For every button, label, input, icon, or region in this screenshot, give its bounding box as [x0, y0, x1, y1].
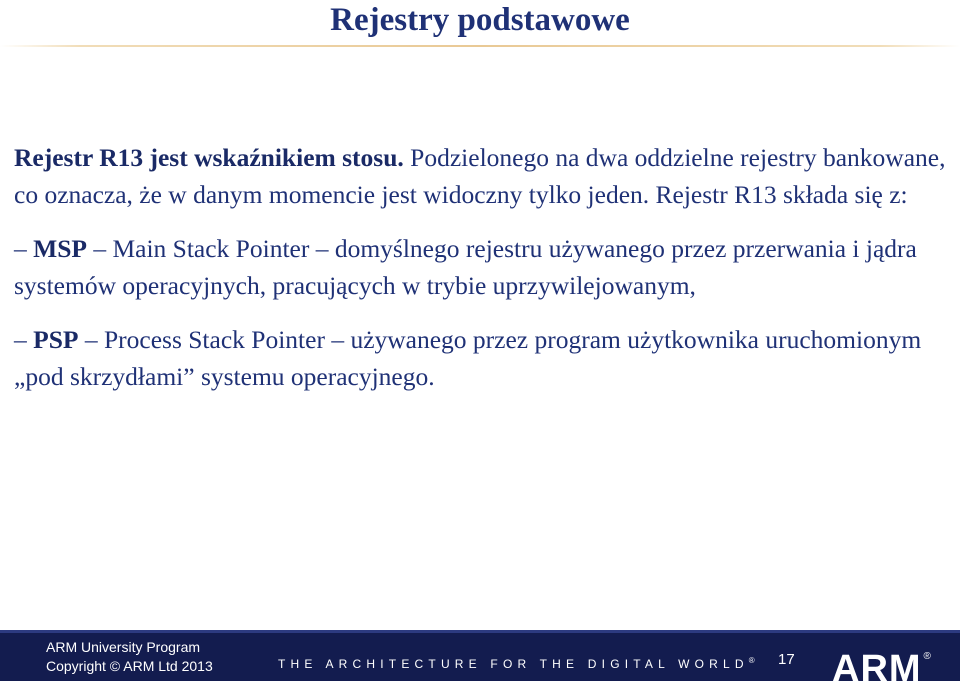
paragraph-psp-text: – Process Stack Pointer – używanego przez program użytkownika uruchomionym „pod skrzydłami” systemu operacyjnego.	[14, 325, 922, 391]
paragraph-msp-bold: MSP	[33, 234, 87, 263]
paragraph-msp-dash: –	[14, 234, 34, 263]
footer-program: ARM University Program	[46, 639, 201, 655]
paragraph-r13	[14, 139, 949, 213]
footer-copyright: Copyright © ARM Ltd 2013	[46, 658, 213, 674]
arm-logo	[832, 637, 932, 689]
footer-tagline-text: THE ARCHITECTURE FOR THE DIGITAL WORLD	[278, 657, 749, 671]
footer-tagline-mark: ®	[748, 656, 755, 665]
paragraph-psp	[14, 321, 949, 395]
footer-top-line	[0, 630, 960, 633]
paragraph-msp-text: – Main Stack Pointer – domyślnego rejestru używanego przez przerwania i jądra systemów operacyjnych, pracujących w trybie uprzywilejowanym,	[14, 234, 917, 300]
arm-logo-text: ARM	[832, 648, 922, 690]
page-number: 17	[778, 651, 795, 668]
arm-logo-mark: ®	[923, 651, 932, 662]
footer-bar	[0, 630, 960, 690]
paragraph-msp	[14, 230, 949, 304]
slide-title: Rejestry podstawowe	[330, 2, 630, 38]
title-divider	[0, 45, 960, 47]
paragraph-r13-bold: Rejestr R13 jest wskaźnikiem stosu.	[14, 143, 404, 172]
slide-body	[14, 139, 949, 395]
footer-credits	[46, 638, 213, 676]
paragraph-psp-dash: –	[14, 325, 34, 354]
footer-tagline	[278, 656, 755, 671]
paragraph-r13-text: Podzielonego na dwa oddzielne rejestry bankowane, co oznacza, że w danym momencie jest widoczny tylko jeden. Rejestr R13 składa się z:	[14, 143, 946, 209]
paragraph-psp-bold: PSP	[33, 325, 79, 354]
